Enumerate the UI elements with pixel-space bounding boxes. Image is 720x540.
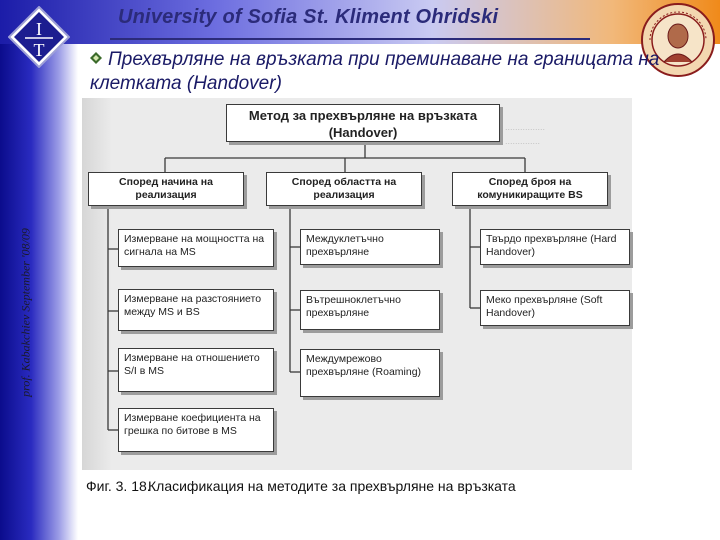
- method-item-si-ratio: Измерване на отношението S/I в MS: [118, 348, 274, 392]
- logo-letter-i: I: [36, 19, 42, 39]
- method-item-signal-power: Измерване на мощността на сигнала на MS: [118, 229, 274, 267]
- bs-item-soft-handover: Меко прехвърляне (Soft Handover): [480, 290, 630, 326]
- area-item-roaming: Междумрежово прехвърляне (Roaming): [300, 349, 440, 397]
- area-item-intercell: Междуклетъчно прехвърляне: [300, 229, 440, 265]
- slide-title-text: Прехвърляне на връзката при преминаване на границата на клетката (Handover): [90, 49, 660, 94]
- category-realization-area: Според областта на реализация: [266, 172, 422, 206]
- method-item-distance: Измерване на разстоянието между MS и BS: [118, 289, 274, 331]
- figure-number: Фиг. 3. 18.: [86, 478, 151, 494]
- method-item-bit-error: Измерване коефициента на грешка по битове в MS: [118, 408, 274, 452]
- figure-caption-text: Класификация на методите за прехвърляне на връзката: [148, 478, 516, 494]
- category-bs-count: Според броя на комуникиращите BS: [452, 172, 608, 206]
- bs-item-hard-handover: Твърдо прехвърляне (Hard Handover): [480, 229, 630, 265]
- root-method-box: Метод за прехвърляне на връзката (Handover): [226, 104, 500, 142]
- category-realization-method: Според начина на реализация: [88, 172, 244, 206]
- area-item-intracell: Вътрешноклетъчно прехвърляне: [300, 290, 440, 330]
- bleedthrough-text: ................: [505, 122, 546, 132]
- university-title: University of Sofia St. Kliment Ohridski: [118, 6, 499, 28]
- bleedthrough-text: ..............: [505, 136, 541, 146]
- vertical-author-text: prof. Kabakchiev September '08/09: [18, 228, 33, 397]
- logo-letter-t: T: [33, 40, 45, 60]
- figure-caption: [86, 478, 516, 494]
